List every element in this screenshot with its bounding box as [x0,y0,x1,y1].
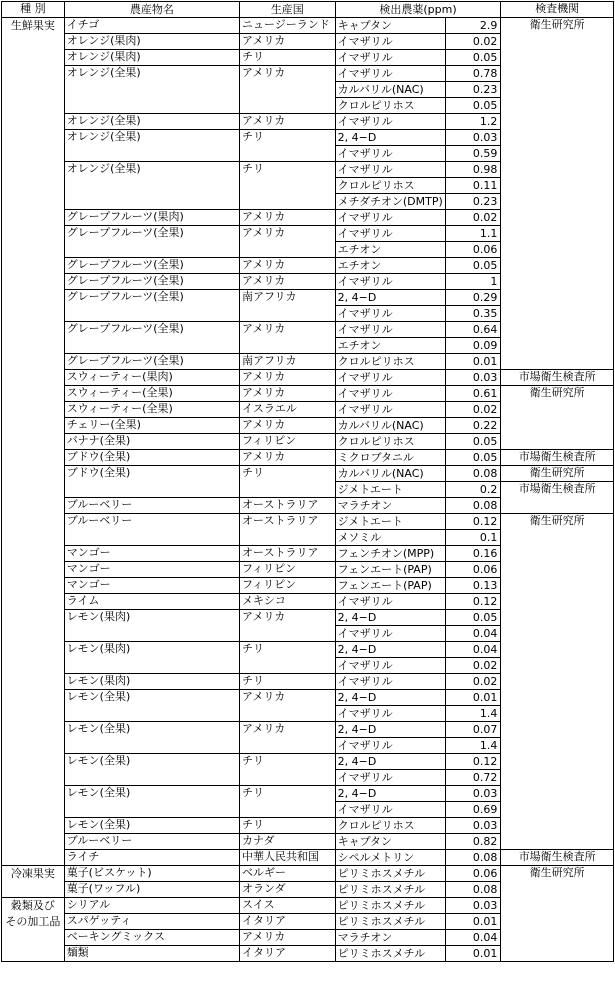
pesticide-cell: 2, 4−D [335,610,446,626]
product-cell: ブルーベリー [64,834,239,850]
lab-cell: 市場衛生検査所 [501,482,614,514]
lab-cell: 衛生研究所 [501,466,614,482]
pesticide-cell: ピリミホスメチル [335,946,446,962]
origin-cell: オーストラリア [240,498,336,514]
pesticide-cell: イマザリル [335,674,446,690]
origin-cell: イタリア [240,946,336,962]
value-cell: 0.12 [446,514,501,530]
value-cell: 0.12 [446,754,501,770]
origin-cell: スイス [240,898,336,914]
product-cell: ブドウ(全果) [64,450,239,466]
pesticide-cell: イマザリル [335,210,446,226]
product-cell: グレープフルーツ(全果) [64,258,239,274]
value-cell: 0.03 [446,370,501,386]
value-cell: 0.02 [446,402,501,418]
origin-cell: チリ [240,466,336,498]
origin-cell: アメリカ [240,450,336,466]
lab-cell: 衛生研究所 [501,866,614,962]
value-cell: 0.35 [446,306,501,322]
pesticide-cell: 2, 4−D [335,786,446,802]
pesticide-cell: ピリミホスメチル [335,882,446,898]
pesticide-cell: イマザリル [335,770,446,786]
product-cell: グレープフルーツ(全果) [64,290,239,322]
pesticide-cell: カルバリル(NAC) [335,82,446,98]
origin-cell: アメリカ [240,690,336,722]
origin-cell: チリ [240,818,336,834]
product-cell: レモン(果肉) [64,610,239,642]
lab-cell: 市場衛生検査所 [501,850,614,866]
origin-cell: イスラエル [240,402,336,418]
product-cell: スウィーティー(果肉) [64,370,239,386]
pesticide-cell: カルバリル(NAC) [335,466,446,482]
category-label: 冷凍果実 [10,867,55,880]
origin-cell: チリ [240,162,336,210]
table-row [2,370,614,386]
pesticide-cell: フェンエート(PAP) [335,578,446,594]
pesticide-cell: イマザリル [335,370,446,386]
pesticide-cell: ピリミホスメチル [335,898,446,914]
pesticide-cell: 2, 4−D [335,690,446,706]
product-cell: 菓子(ビスケット) [64,866,239,882]
table-body [2,18,614,962]
value-cell: 0.06 [446,242,501,258]
pesticide-cell: イマザリル [335,34,446,50]
origin-cell: アメリカ [240,114,336,130]
value-cell: 1.4 [446,706,501,722]
header-category: 種 別 [2,2,65,18]
table-row [2,866,614,882]
value-cell: 0.01 [446,690,501,706]
pesticide-cell: イマザリル [335,114,446,130]
lab-cell: 衛生研究所 [501,514,614,850]
origin-cell: アメリカ [240,274,336,290]
pesticide-cell: 2, 4−D [335,754,446,770]
category-cell [2,18,65,866]
value-cell: 0.01 [446,946,501,962]
pesticide-cell: カルバリル(NAC) [335,418,446,434]
value-cell: 0.29 [446,290,501,306]
origin-cell: イタリア [240,914,336,930]
category-label: 穀類及び [10,899,55,912]
product-cell: レモン(果肉) [64,674,239,690]
product-cell: ブルーベリー [64,498,239,514]
product-cell: マンゴー [64,578,239,594]
value-cell: 0.12 [446,594,501,610]
header-row [2,2,614,18]
value-cell: 0.02 [446,34,501,50]
pesticide-cell: ジメトエート [335,514,446,530]
header-product: 農産物名 [64,2,239,18]
product-cell: レモン(全果) [64,818,239,834]
product-cell: グレープフルーツ(全果) [64,354,239,370]
pesticide-cell: 2, 4−D [335,642,446,658]
pesticide-cell: イマザリル [335,322,446,338]
origin-cell: チリ [240,642,336,674]
category-cell [2,898,65,962]
value-cell: 0.06 [446,866,501,882]
value-cell: 0.04 [446,626,501,642]
product-cell: レモン(全果) [64,722,239,754]
value-cell: 0.02 [446,674,501,690]
value-cell: 1 [446,274,501,290]
table-row [2,514,614,530]
value-cell: 0.05 [446,450,501,466]
value-cell: 0.03 [446,818,501,834]
pesticide-cell: クロルピリホス [335,178,446,194]
lab-cell: 市場衛生検査所 [501,450,614,466]
pesticide-cell: イマザリル [335,402,446,418]
pesticide-cell: クロルピリホス [335,98,446,114]
product-cell: 菓子(ワッフル) [64,882,239,898]
value-cell: 0.05 [446,50,501,66]
value-cell: 0.02 [446,658,501,674]
value-cell: 0.05 [446,434,501,450]
pesticide-cell: クロルピリホス [335,818,446,834]
pesticide-cell: エチオン [335,338,446,354]
value-cell: 0.09 [446,338,501,354]
pesticide-cell: イマザリル [335,802,446,818]
product-cell: オレンジ(全果) [64,162,239,210]
header-lab: 検査機関 [501,2,614,18]
origin-cell: 中華人民共和国 [240,850,336,866]
product-cell: シリアル [64,898,239,914]
product-cell: グレープフルーツ(全果) [64,226,239,258]
origin-cell: オランダ [240,882,336,898]
product-cell: オレンジ(全果) [64,130,239,162]
value-cell: 0.02 [446,210,501,226]
origin-cell: 南アフリカ [240,354,336,370]
origin-cell: ニュージーランド [240,18,336,34]
origin-cell: アメリカ [240,722,336,754]
origin-cell: チリ [240,130,336,162]
value-cell: 0.22 [446,418,501,434]
origin-cell: アメリカ [240,386,336,402]
pesticide-cell: クロルピリホス [335,354,446,370]
product-cell: グレープフルーツ(果肉) [64,210,239,226]
pesticide-cell: イマザリル [335,306,446,322]
value-cell: 0.05 [446,98,501,114]
value-cell: 0.08 [446,466,501,482]
pesticide-cell: キャプタン [335,18,446,34]
pesticide-cell: フェンチオン(MPP) [335,546,446,562]
origin-cell: オーストラリア [240,514,336,546]
value-cell: 0.05 [446,258,501,274]
pesticide-cell: イマザリル [335,66,446,82]
value-cell: 0.72 [446,770,501,786]
header-pesticide: 検出農薬(ppm) [335,2,501,18]
product-cell: 麺類 [64,946,239,962]
table-row [2,450,614,466]
value-cell: 0.78 [446,66,501,82]
lab-cell: 市場衛生検査所 [501,370,614,386]
pesticide-cell: クロルピリホス [335,434,446,450]
value-cell: 0.13 [446,578,501,594]
origin-cell: ベルギー [240,866,336,882]
product-cell: チェリー(全果) [64,418,239,434]
pesticide-cell: エチオン [335,242,446,258]
product-cell: オレンジ(果肉) [64,50,239,66]
table-row [2,18,614,34]
category-label: 生鮮果実 [10,19,55,32]
pesticide-cell: イマザリル [335,274,446,290]
origin-cell: アメリカ [240,930,336,946]
pesticide-cell: エチオン [335,258,446,274]
pesticide-cell: イマザリル [335,146,446,162]
pesticide-cell: ジメトエート [335,482,446,498]
value-cell: 2.9 [446,18,501,34]
value-cell: 0.1 [446,530,501,546]
origin-cell: チリ [240,50,336,66]
value-cell: 0.61 [446,386,501,402]
value-cell: 1.4 [446,738,501,754]
category-cell [2,866,65,898]
pesticide-cell: イマザリル [335,386,446,402]
value-cell: 0.08 [446,850,501,866]
value-cell: 0.03 [446,130,501,146]
value-cell: 0.64 [446,322,501,338]
pesticide-cell: イマザリル [335,594,446,610]
origin-cell: フィリピン [240,578,336,594]
origin-cell: 南アフリカ [240,290,336,322]
origin-cell: チリ [240,674,336,690]
value-cell: 0.59 [446,146,501,162]
origin-cell: フィリピン [240,562,336,578]
pesticide-cell: イマザリル [335,162,446,178]
origin-cell: オーストラリア [240,546,336,562]
origin-cell: アメリカ [240,610,336,642]
value-cell: 0.82 [446,834,501,850]
product-cell: グレープフルーツ(全果) [64,274,239,290]
product-cell: マンゴー [64,546,239,562]
pesticide-cell: マラチオン [335,498,446,514]
product-cell: グレープフルーツ(全果) [64,322,239,354]
value-cell: 0.08 [446,498,501,514]
pesticide-cell: シペルメトリン [335,850,446,866]
pesticide-cell: イマザリル [335,626,446,642]
value-cell: 0.05 [446,610,501,626]
product-cell: レモン(果肉) [64,642,239,674]
value-cell: 0.07 [446,722,501,738]
pesticide-cell: イマザリル [335,50,446,66]
value-cell: 0.08 [446,882,501,898]
origin-cell: アメリカ [240,210,336,226]
pesticide-cell: ピリミホスメチル [335,914,446,930]
product-cell: ライム [64,594,239,610]
origin-cell: アメリカ [240,226,336,258]
pesticide-cell: キャプタン [335,834,446,850]
pesticide-cell: ミクロブタニル [335,450,446,466]
table-row [2,466,614,482]
product-cell: スパゲッティ [64,914,239,930]
origin-cell: アメリカ [240,322,336,354]
pesticide-cell: フェンエート(PAP) [335,562,446,578]
origin-cell: アメリカ [240,370,336,386]
value-cell: 0.2 [446,482,501,498]
value-cell: 0.23 [446,82,501,98]
value-cell: 0.04 [446,642,501,658]
lab-cell: 衛生研究所 [501,386,614,450]
pesticide-cell: マラチオン [335,930,446,946]
category-label: その加工品 [5,915,61,928]
value-cell: 0.03 [446,786,501,802]
product-cell: バナナ(全果) [64,434,239,450]
pesticide-cell: 2, 4−D [335,722,446,738]
table-row [2,386,614,402]
pesticide-cell: イマザリル [335,738,446,754]
pesticide-cell: イマザリル [335,658,446,674]
product-cell: オレンジ(果肉) [64,34,239,50]
pesticide-cell: 2, 4−D [335,290,446,306]
product-cell: レモン(全果) [64,690,239,722]
origin-cell: アメリカ [240,418,336,434]
pesticide-cell: 2, 4−D [335,130,446,146]
product-cell: スウィーティー(全果) [64,402,239,418]
origin-cell: メキシコ [240,594,336,610]
value-cell: 0.11 [446,178,501,194]
value-cell: 0.16 [446,546,501,562]
origin-cell: チリ [240,754,336,786]
value-cell: 1.1 [446,226,501,242]
pesticide-residue-table [1,1,614,962]
value-cell: 0.04 [446,930,501,946]
table-row [2,850,614,866]
product-cell: レモン(全果) [64,754,239,786]
origin-cell: チリ [240,786,336,818]
pesticide-cell: メソミル [335,530,446,546]
origin-cell: アメリカ [240,258,336,274]
pesticide-cell: イマザリル [335,226,446,242]
product-cell: スウィーティー(全果) [64,386,239,402]
pesticide-cell: メチダチオン(DMTP) [335,194,446,210]
origin-cell: アメリカ [240,66,336,114]
header-origin: 生産国 [240,2,336,18]
product-cell: マンゴー [64,562,239,578]
product-cell: ブドウ(全果) [64,466,239,498]
product-cell: オレンジ(全果) [64,114,239,130]
value-cell: 0.03 [446,898,501,914]
value-cell: 0.23 [446,194,501,210]
product-cell: オレンジ(全果) [64,66,239,114]
pesticide-cell: ピリミホスメチル [335,866,446,882]
origin-cell: アメリカ [240,34,336,50]
product-cell: ブルーベリー [64,514,239,546]
value-cell: 0.69 [446,802,501,818]
value-cell: 0.01 [446,354,501,370]
origin-cell: カナダ [240,834,336,850]
pesticide-cell: イマザリル [335,706,446,722]
value-cell: 0.98 [446,162,501,178]
lab-cell: 衛生研究所 [501,18,614,370]
product-cell: イチゴ [64,18,239,34]
value-cell: 0.01 [446,914,501,930]
value-cell: 1.2 [446,114,501,130]
product-cell: レモン(全果) [64,786,239,818]
value-cell: 0.06 [446,562,501,578]
product-cell: ベーキングミックス [64,930,239,946]
origin-cell: フィリピン [240,434,336,450]
product-cell: ライチ [64,850,239,866]
